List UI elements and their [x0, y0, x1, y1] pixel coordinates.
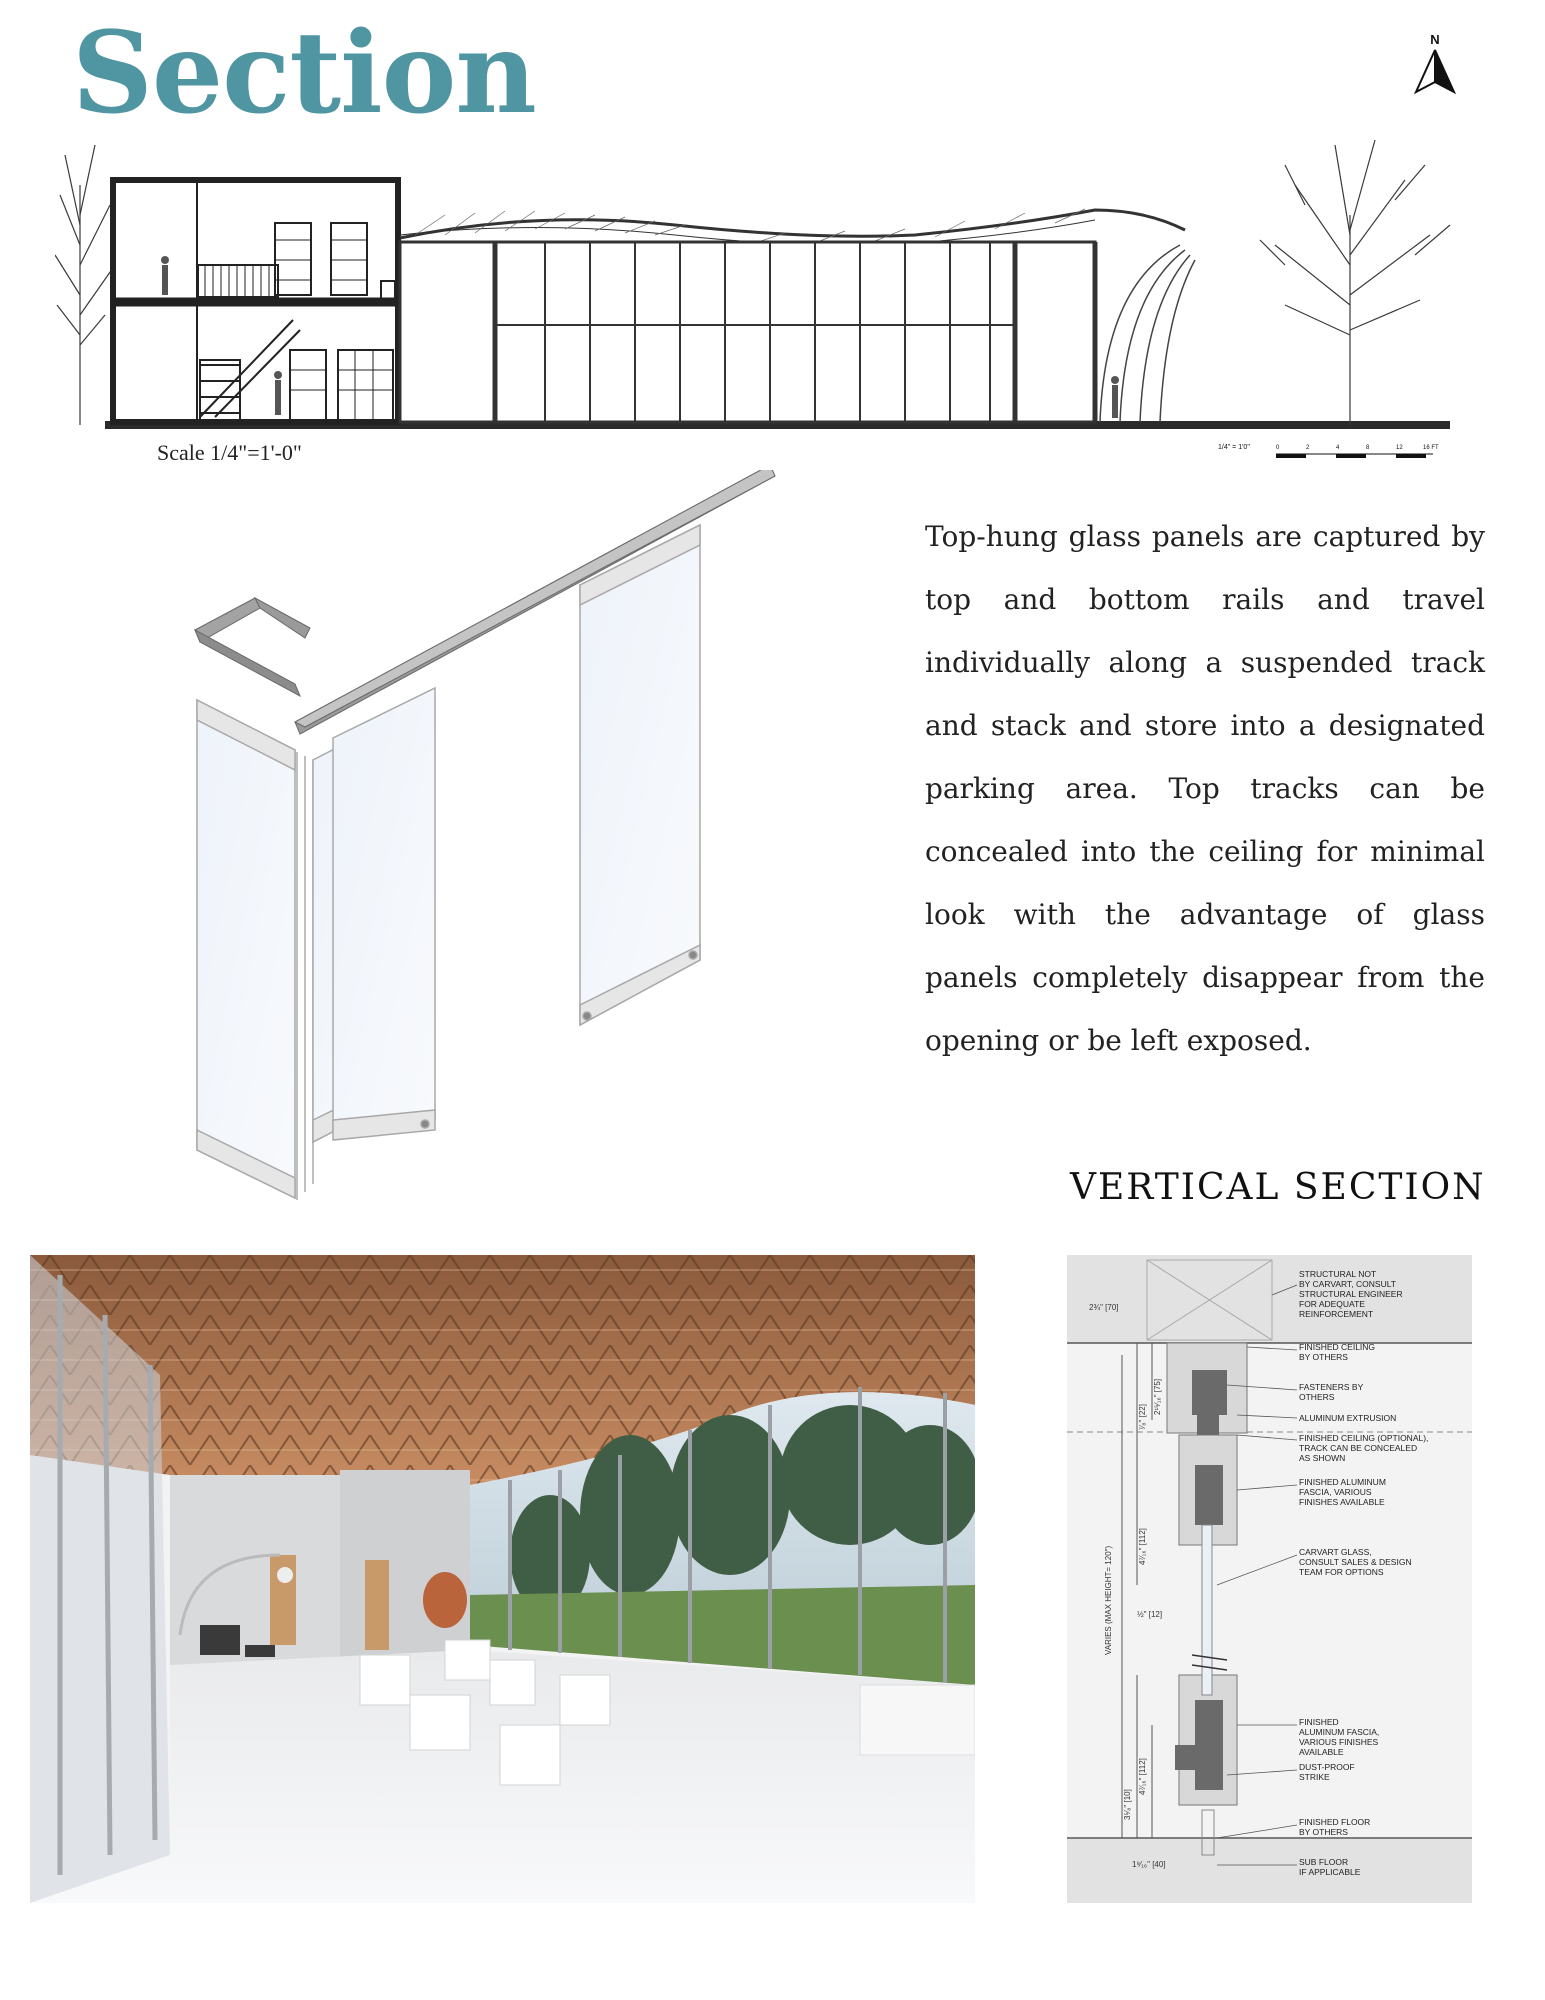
callout-ceiling-optional: FINISHED CEILING (OPTIONAL), [1299, 1433, 1429, 1443]
graphic-scale-bar [1218, 440, 1458, 468]
building-section-drawing [55, 125, 1475, 445]
two-storey-block [113, 180, 398, 422]
callout-fascia: FINISHES AVAILABLE [1299, 1497, 1385, 1507]
vertical-section-detail [1067, 1255, 1472, 1903]
dim-label: VARIES (MAX HEIGHT= 120") [1104, 1545, 1113, 1655]
scale-tick: 4 [1336, 445, 1340, 451]
callout-fasteners: FASTENERS BY [1299, 1382, 1364, 1392]
scale-tick: 8 [1366, 445, 1370, 451]
tree-right [1260, 140, 1450, 425]
callout-sub-floor: SUB FLOOR [1299, 1857, 1349, 1867]
north-arrow-icon [1410, 30, 1460, 100]
dim-label: 4⁷⁄₁₆" [112] [1138, 1528, 1147, 1565]
callout-finished-ceiling: FINISHED CEILING [1299, 1342, 1376, 1352]
callout-ceiling-optional: AS SHOWN [1299, 1453, 1346, 1463]
interior-rendering [30, 1255, 975, 1903]
callout-structural: REINFORCEMENT [1299, 1309, 1374, 1319]
callout-bottom-fascia: AVAILABLE [1299, 1747, 1344, 1757]
scale-label: Scale 1/4"=1'-0" [157, 440, 302, 465]
callout-finished-ceiling: BY OTHERS [1299, 1352, 1348, 1362]
callout-strike: STRIKE [1299, 1772, 1330, 1782]
dim-label: ½" [12] [1137, 1610, 1163, 1619]
tree-left [55, 145, 115, 425]
callout-bottom-fascia: VARIOUS FINISHES [1299, 1737, 1379, 1747]
scale-tick: 12 [1396, 445, 1403, 451]
north-label: N [1430, 32, 1440, 47]
callout-finished-floor: FINISHED FLOOR [1299, 1817, 1371, 1827]
far-panel [580, 525, 700, 1025]
scale-tick: 2 [1306, 445, 1310, 451]
callout-bottom-fascia: ALUMINUM FASCIA, [1299, 1727, 1380, 1737]
callout-structural: STRUCTURAL NOT [1299, 1269, 1377, 1279]
callout-strike: DUST-PROOF [1299, 1762, 1355, 1772]
callout-structural: BY CARVART, CONSULT [1299, 1279, 1396, 1289]
callout-structural: STRUCTURAL ENGINEER [1299, 1289, 1403, 1299]
glass-pavilion [400, 209, 1195, 422]
dim-label: 3⁵⁄₈" [10] [1123, 1789, 1132, 1820]
callout-glass: CARVART GLASS, [1299, 1547, 1372, 1557]
glass-panel-isometric [175, 470, 795, 1230]
scale-tick: 0 [1276, 445, 1280, 451]
dim-label: 2¹⁵⁄₁₆" [75] [1153, 1378, 1162, 1415]
page-title: Section [72, 8, 536, 139]
vertical-section-title: VERTICAL SECTION [1070, 1167, 1486, 1208]
callout-structural: FOR ADEQUATE [1299, 1299, 1365, 1309]
open-panel [315, 640, 445, 1175]
dim-label: 1⁹⁄₁₆" [40] [1132, 1860, 1166, 1869]
callout-bottom-fascia: FINISHED [1299, 1717, 1339, 1727]
callout-extrusion: ALUMINUM EXTRUSION [1299, 1413, 1397, 1423]
callout-finished-floor: BY OTHERS [1299, 1827, 1348, 1837]
dim-label: 4⁷⁄₁₆" [112] [1138, 1758, 1147, 1795]
dim-label: 2¾" [70] [1089, 1303, 1119, 1312]
scale-ratio: 1/4" = 1'0" [1218, 444, 1250, 451]
dim-label: ⁷⁄₈" [22] [1138, 1404, 1147, 1430]
callout-glass: TEAM FOR OPTIONS [1299, 1567, 1384, 1577]
callout-fascia: FASCIA, VARIOUS [1299, 1487, 1372, 1497]
callout-ceiling-optional: TRACK CAN BE CONCEALED [1299, 1443, 1418, 1453]
description-paragraph: Top-hung glass panels are captured by top and bottom rails and travel individually along a suspended track and stack and store into a designated parking area. Top tracks can be concealed into the ceiling for minimal look with the advantage of glass panels completely disappear from the opening or be left exposed. [925, 520, 1485, 1057]
callout-fasteners: OTHERS [1299, 1392, 1335, 1402]
callout-sub-floor: IF APPLICABLE [1299, 1867, 1361, 1877]
callout-glass: CONSULT SALES & DESIGN [1299, 1557, 1412, 1567]
scale-tick: 16 FT [1423, 445, 1439, 451]
callout-fascia: FINISHED ALUMINUM [1299, 1477, 1386, 1487]
